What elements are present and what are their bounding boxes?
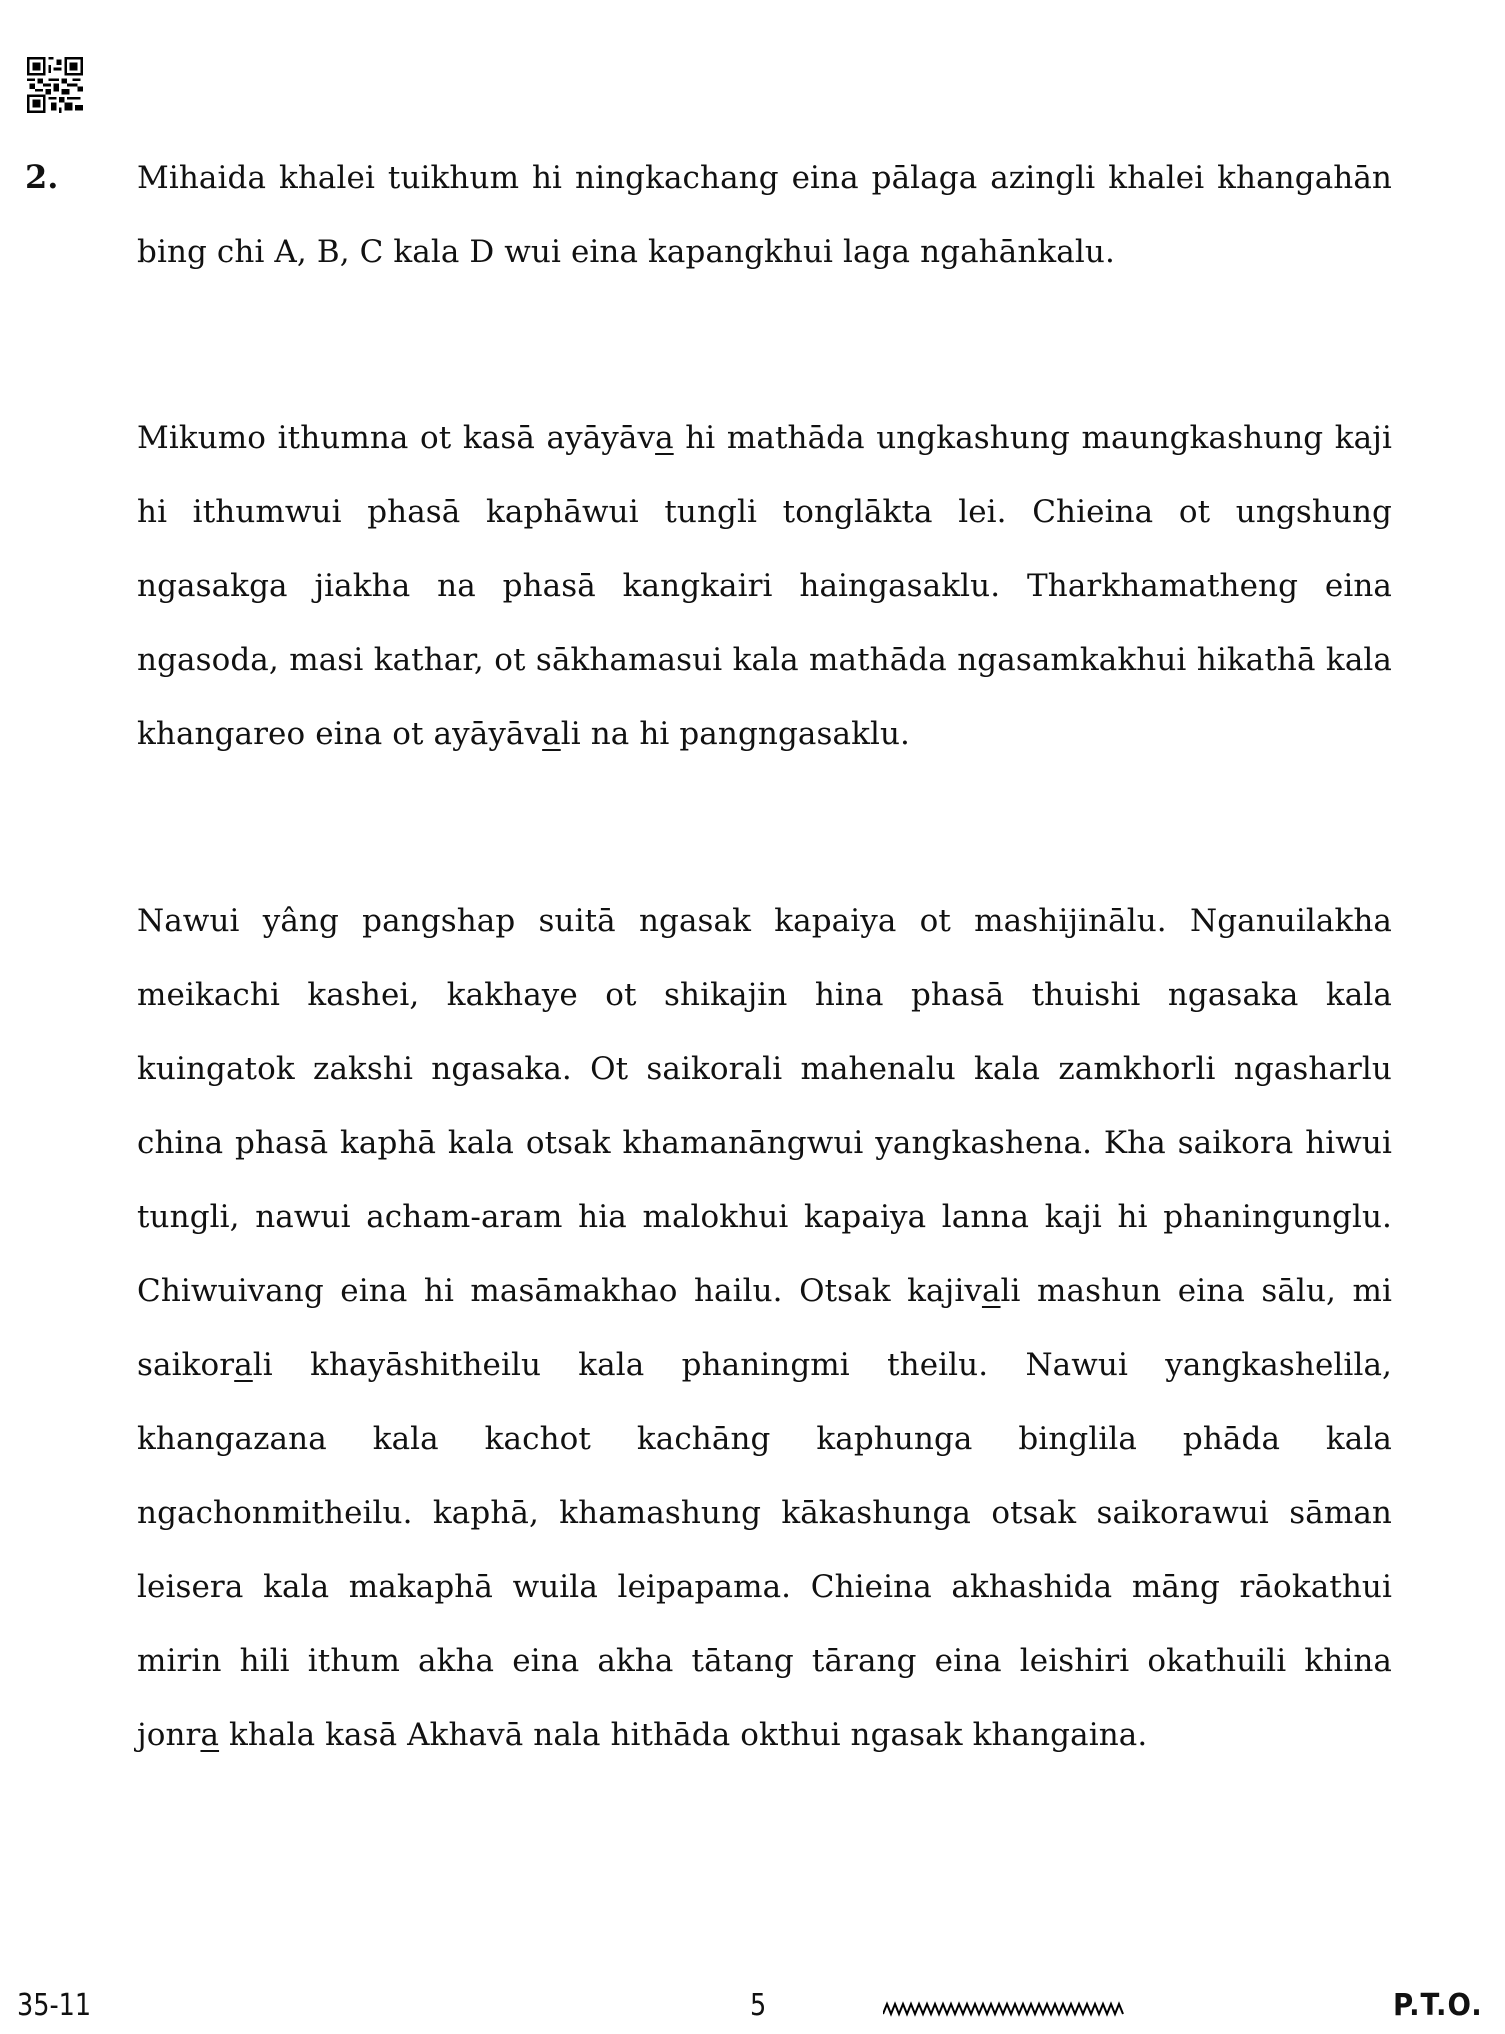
passage-paragraph-1: Mikumo ithumna ot kasā ayāyāva hi mathāda ungkashung maungkashung kaji hi ithumwui phasā kaphāwui tungli tonglākta lei. Chieina ot ungshung ngasakga jiakha na phasā kangkairi haingasaklu. Tharkhamatheng eina ngasoda, masi kathar, ot sākhamasui kala mathāda ngasamkakhui hikathā kala khangareo eina ot ayāyāvali na hi pangngasaklu. bbox=[137, 420, 1392, 752]
underlined-letter: a bbox=[542, 716, 561, 752]
question-number: 2. bbox=[25, 158, 59, 196]
qr-code-icon bbox=[27, 57, 83, 113]
underlined-letter: a bbox=[981, 1273, 1001, 1309]
underlined-letter: a bbox=[200, 1717, 220, 1753]
paper-code: 35-11 bbox=[17, 1988, 92, 2023]
underlined-letter: a bbox=[655, 420, 674, 456]
instruction-paragraph: Mihaida khalei tuikhum hi ningkachang eina pālaga azingli khalei khangahān bing chi A, B, C kala D wui eina kapangkhui laga ngahānkalu. bbox=[137, 160, 1392, 270]
passage-paragraph-2: Nawui yâng pangshap suitā ngasak kapaiya ot mashijinālu. Nganuilakha meikachi kashei, kakhaye ot shikajin hina phasā thuishi ngasaka kala kuingatok zakshi ngasaka. Ot saikorali mahenalu kala zamkhorli ngasharlu china phasā kaphā kala otsak khamanāngwui yangkashena. Kha saikora hiwui tungli, nawui acham-aram hia malokhui kapaiya lanna kaji hi phaningunglu. Chiwuivang eina hi masāmakhao hailu. Otsak kajivali mashun eina sālu, mi saikorali khayāshitheilu kala phaningmi theilu. Nawui yangkashelila, khangazana kala kachot kachāng kaphunga binglila phāda kala ngachonmitheilu. kaphā, khamashung kākashunga otsak saikorawui sāman leisera kala makaphā wuila leipapama. Chieina akhashida māng rāokathui mirin hili ithum akha eina akha tātang tārang eina leishiri okathuili khina jonra khala kasā Akhavā nala hithāda okthui ngasak khangaina. bbox=[137, 903, 1392, 1753]
page-footer bbox=[0, 1988, 1505, 2034]
please-turn-over: P.T.O. bbox=[1393, 1988, 1483, 2023]
page-number: 5 bbox=[750, 1988, 767, 2023]
wavy-line-icon bbox=[883, 1998, 1125, 2018]
underlined-letter: a bbox=[234, 1347, 253, 1383]
